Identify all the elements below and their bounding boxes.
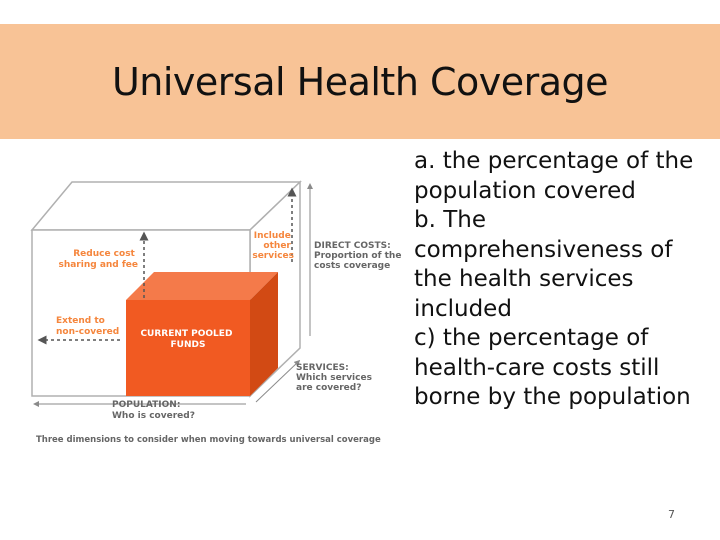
diagram-caption: Three dimensions to consider when moving towards universal coverage	[36, 435, 381, 445]
page-number: 7	[668, 508, 675, 521]
bullet-population: a. the percentage of the population covered	[414, 148, 694, 204]
include-other-services-label: Include other services	[252, 231, 294, 261]
services-label: SERVICES: Which services are covered?	[296, 363, 372, 393]
extend-label: Extend to non-covered	[56, 316, 120, 337]
bullet-costs: c) the percentage of health-care costs still borne by the population	[414, 325, 691, 410]
coverage-cube-diagram	[20, 168, 420, 458]
bullet-list	[414, 147, 714, 413]
bullet-services: b. The comprehensiveness of the health services included	[414, 207, 673, 322]
slide-title: Universal Health Coverage	[111, 60, 609, 104]
direct-costs-label: DIRECT COSTS: Proportion of the costs coverage	[314, 241, 402, 271]
population-label: POPULATION: Who is covered?	[112, 400, 195, 421]
pooled-funds-label: CURRENT POOLED FUNDS	[140, 329, 233, 350]
reduce-cost-label: Reduce cost sharing and fee	[58, 249, 138, 270]
